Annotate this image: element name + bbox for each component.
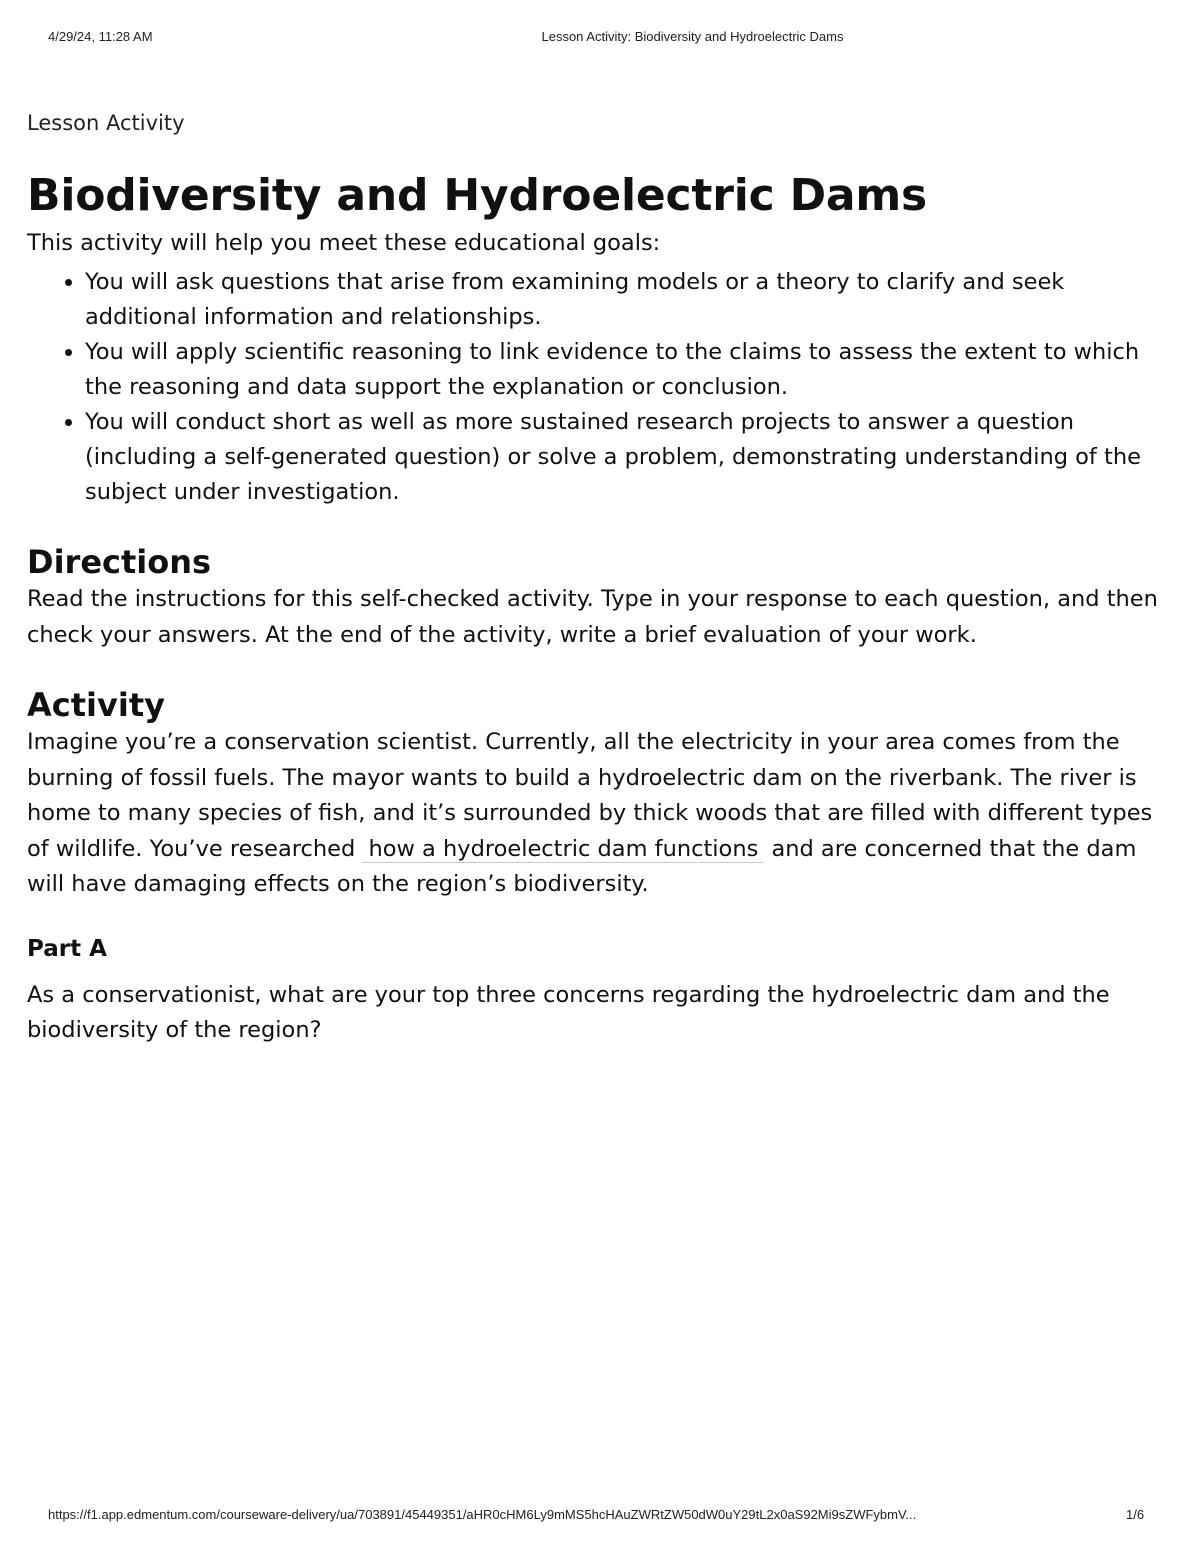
goals-list — [27, 265, 1177, 510]
lesson-kicker: Lesson Activity — [27, 111, 185, 135]
directions-text: Read the instructions for this self-checked activity. Type in your response to each question, and then check your answers. At the end of the activity, write a brief evaluation of your work. — [27, 586, 1158, 648]
print-url: https://f1.app.edmentum.com/courseware-delivery/ua/703891/45449351/aHR0cHM6Ly9mMS5hcHAuZWRtZW50dW0uY29tL2x0aS92Mi9sZWFybmV... — [48, 1507, 917, 1522]
activity-heading: Activity — [27, 686, 165, 724]
print-datetime: 4/29/24, 11:28 AM — [48, 29, 153, 44]
activity-text-after-link: and are concerned that the dam will have damaging effects on the region’s biodiversity. — [27, 835, 1137, 897]
directions-heading: Directions — [27, 543, 212, 581]
goal-item: • You will conduct short as well as more sustained research projects to answer a question (including a self-generated question) or solve a problem, demonstrating understanding of the subject under investigation. — [85, 405, 1177, 510]
hydroelectric-dam-link[interactable]: how a hydroelectric dam functions — [362, 836, 764, 863]
page-number: 1/6 — [1126, 1507, 1145, 1522]
part-a-question: As a conservationist, what are your top three concerns regarding the hydroelectric dam and the biodiversity of the region? — [27, 981, 1110, 1043]
print-document-title: Lesson Activity: Biodiversity and Hydroelectric Dams — [541, 29, 844, 44]
activity-text-before-link: Imagine you’re a conservation scientist. Currently, all the electricity in your area comes from the burning of fossil fuels. The mayor wants to build a hydroelectric dam on the riverbank. The river is home to many species of fish, and it’s surrounded by thick woods that are filled with different types of wildlife. You’ve researched — [27, 729, 1153, 862]
goals-intro: This activity will help you meet these educational goals: — [27, 230, 661, 256]
lesson-content — [27, 108, 1177, 1049]
activity-text — [27, 725, 1177, 903]
goal-item: • You will apply scientific reasoning to link evidence to the claims to assess the extent to which the reasoning and data support the explanation or conclusion. — [85, 335, 1177, 405]
goal-item: • You will ask questions that arise from examining models or a theory to clarify and seek additional information and relationships. — [85, 265, 1177, 335]
part-a-heading: Part A — [27, 935, 107, 962]
print-footer — [0, 1507, 1200, 1525]
print-header — [0, 29, 1200, 47]
page-title: Biodiversity and Hydroelectric Dams — [27, 170, 928, 221]
